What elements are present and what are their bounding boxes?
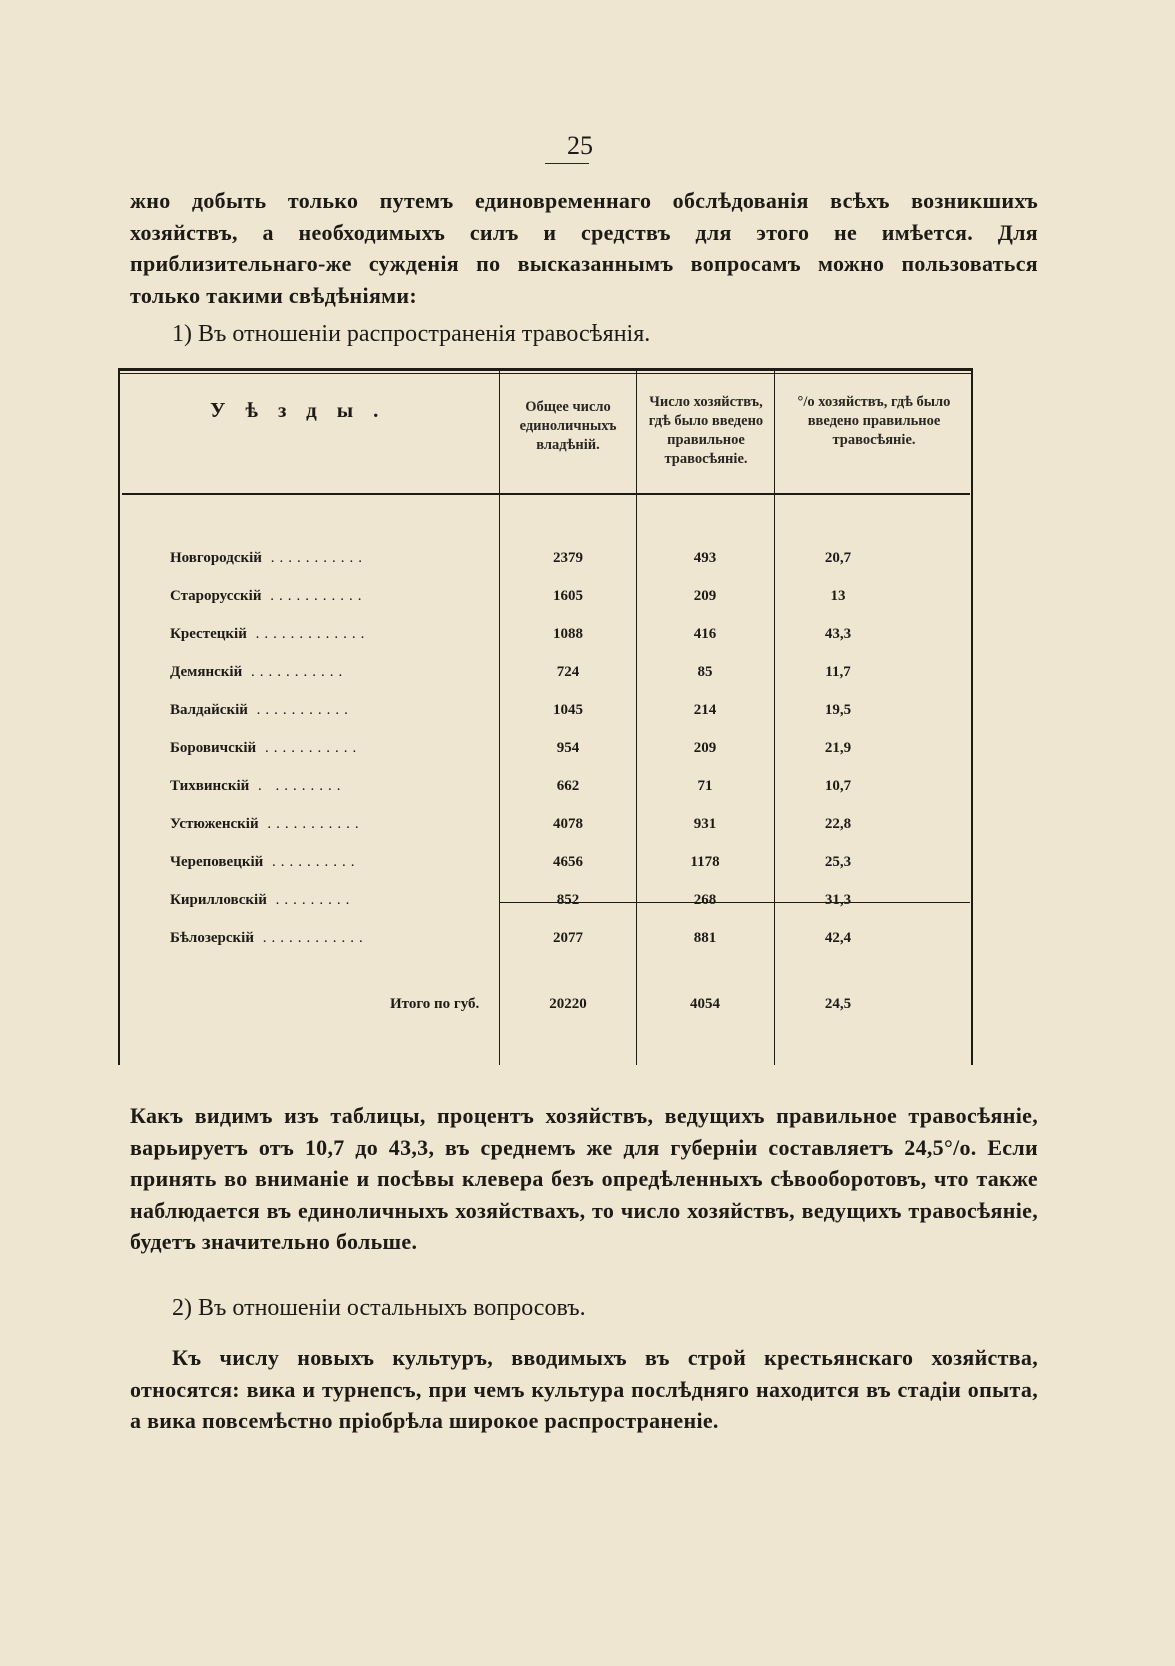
- district-name: Новгородскій ...........: [170, 550, 367, 566]
- table-row: [118, 778, 973, 800]
- farms-percent: 31,3: [824, 892, 852, 908]
- district-name: Старорусскій ...........: [170, 588, 367, 604]
- farms-percent: 21,9: [824, 740, 852, 756]
- farms-count: 416: [693, 626, 717, 642]
- district-name: Тихвинскій . ........: [170, 778, 346, 794]
- page-number-rule: [545, 163, 589, 164]
- table-row: [118, 854, 973, 876]
- total-holdings: 662: [556, 778, 580, 794]
- district-name: Череповецкій ..........: [170, 854, 360, 870]
- farms-percent: 13: [830, 588, 846, 604]
- district-name: Демянскій ...........: [170, 664, 348, 680]
- farms-count: 493: [693, 550, 717, 566]
- statistics-table: [118, 368, 973, 1065]
- table-row: [118, 892, 973, 914]
- district-name: Бѣлозерскій ............: [170, 930, 368, 946]
- farms-count: 1178: [690, 854, 720, 870]
- farms-count: 209: [693, 740, 717, 756]
- table-row: [118, 626, 973, 648]
- header-farms-percent: °/о хозяйствъ, гдѣ было введено правильное травосѣяніе.: [797, 394, 951, 448]
- farms-percent: 10,7: [824, 778, 852, 794]
- header-farms-count: Число хозяйствъ, гдѣ было введено правильное травосѣяніе.: [648, 394, 764, 467]
- farms-percent: 19,5: [824, 702, 852, 718]
- total-holdings: 4656: [553, 854, 583, 870]
- farms-percent: 20,7: [824, 550, 852, 566]
- section-heading-1: 1) Въ отношеніи распространенія травосѣянія.: [172, 321, 651, 347]
- district-name: Крестецкій .............: [170, 626, 370, 642]
- farms-count: 214: [693, 702, 717, 718]
- header-total-holdings: Общее число единоличныхъ владѣній.: [519, 399, 617, 453]
- total-holdings: 1045: [553, 702, 583, 718]
- page-number: 25: [567, 131, 593, 160]
- intro-paragraph: жно добыть только путемъ единовременнаго обслѣдованія всѣхъ возникшихъ хозяйствъ, а необходимыхъ силъ и средствъ для этого не имѣется. Для приблизительнаго-же сужденія по высказаннымъ вопросамъ можно пользоваться только такими свѣдѣніями:: [130, 188, 1038, 308]
- table-row: [118, 816, 973, 838]
- header-region: Уѣзды.: [210, 398, 399, 422]
- table-row: [118, 702, 973, 724]
- district-name: Валдайскій ...........: [170, 702, 353, 718]
- section-heading-2: 2) Въ отношеніи остальныхъ вопросовъ.: [172, 1295, 586, 1321]
- farms-count: 4054: [690, 996, 720, 1012]
- farms-percent: 24,5: [824, 996, 852, 1012]
- table-row: [118, 588, 973, 610]
- farms-count: 881: [693, 930, 717, 946]
- header-bottom-rule: [122, 493, 970, 495]
- total-holdings: 2077: [553, 930, 583, 946]
- district-name: Боровичскій ...........: [170, 740, 362, 756]
- farms-count: 71: [697, 778, 713, 794]
- table-top-rule: [118, 368, 973, 371]
- total-holdings: 724: [556, 664, 580, 680]
- farms-percent: 42,4: [824, 930, 852, 946]
- table-row: [118, 664, 973, 686]
- analysis-paragraph: Какъ видимъ изъ таблицы, процентъ хозяйствъ, ведущихъ правильное травосѣяніе, варьируетъ отъ 10,7 до 43,3, въ среднемъ же для губерніи составляетъ 24,5°/о. Если принять во вниманіе и посѣвы клевера безъ опредѣленныхъ сѣвооборотовъ, что также наблюдается въ единоличныхъ хозяйствахъ, то число хозяйствъ, ведущихъ травосѣяніе, будетъ значительно больше.: [130, 1103, 1038, 1254]
- total-holdings: 1605: [553, 588, 583, 604]
- farms-count: 931: [693, 816, 717, 832]
- farms-percent: 11,7: [825, 664, 851, 680]
- total-holdings: 2379: [553, 550, 583, 566]
- total-holdings: 20220: [549, 996, 587, 1012]
- table-top-rule-2: [118, 373, 973, 374]
- total-label: Итого по губ.: [390, 996, 480, 1012]
- district-name: Кирилловскій .........: [170, 892, 355, 908]
- total-holdings: 4078: [553, 816, 583, 832]
- farms-count: 268: [693, 892, 717, 908]
- table-row: [118, 930, 973, 952]
- crops-paragraph: Къ числу новыхъ культуръ, вводимыхъ въ строй крестьянскаго хозяйства, относятся: вика и турнепсъ, при чемъ культура послѣдняго находится въ стадіи опыта, а вика повсемѣстно пріобрѣла широкое распространеніе.: [130, 1345, 1038, 1433]
- farms-percent: 25,3: [824, 854, 852, 870]
- total-holdings: 954: [556, 740, 580, 756]
- farms-count: 209: [693, 588, 717, 604]
- farms-percent: 22,8: [824, 816, 852, 832]
- total-holdings: 852: [556, 892, 580, 908]
- district-name: Устюженскій ...........: [170, 816, 364, 832]
- farms-count: 85: [697, 664, 713, 680]
- table-row: [118, 740, 973, 762]
- table-row-total: [118, 996, 973, 1018]
- table-row: [118, 550, 973, 572]
- total-holdings: 1088: [553, 626, 583, 642]
- farms-percent: 43,3: [824, 626, 852, 642]
